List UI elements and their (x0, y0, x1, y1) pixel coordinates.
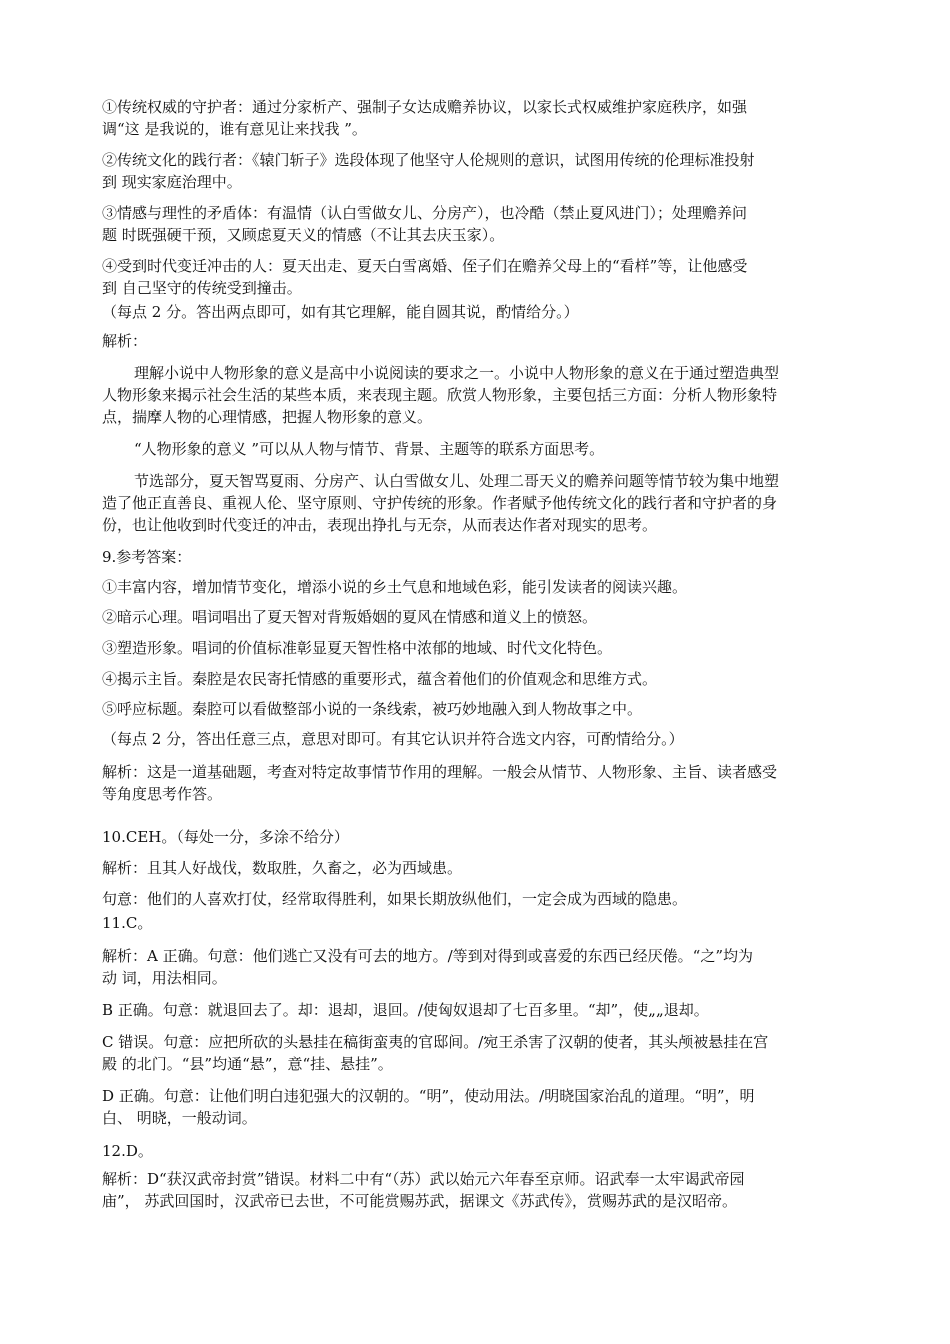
question-heading: 10.CEH。（每处一分，多涂不给分） (102, 828, 349, 846)
answer-point: ③塑造形象。唱词的价值标准彰显夏天智性格中浓郁的地域、时代文化特色。 (102, 639, 613, 657)
analysis-label: 解析： (102, 332, 148, 350)
analysis-paragraph: 解析：A 正确。句意：他们逃亡又没有可去的地方。/等到对得到或喜爱的东西已经厌倦。“之”均为 动 词，用法相同。 (102, 947, 753, 987)
option-analysis: B 正确。句意：就退回去了。却：退却，退回。/使匈奴退却了七百多里。“却”，使„„退却。 (102, 1001, 709, 1019)
answer-point-2: ②传统文化的践行者：《辕门斩子》选段体现了他坚守人伦规则的意识，试图用传统的伦理标准投射 到 现实家庭治理中。 (102, 151, 755, 191)
option-analysis: C 错误。句意：应把所砍的头悬挂在稿街蛮夷的官邸间。/宛王杀害了汉朝的使者，其头颅被悬挂在宫 殿 的北门。“县”均通“悬”，意“挂、悬挂”。 (102, 1033, 769, 1073)
question-heading: 12.D。 (102, 1142, 153, 1160)
scoring-note: （每点 2 分，答出任意三点，意思对即可。有其它认识并符合选文内容，可酌情给分。） (102, 730, 684, 748)
answer-point: ①丰富内容，增加情节变化，增添小说的乡土气息和地域色彩，能引发读者的阅读兴趣。 (102, 578, 688, 596)
translation-line: 句意：他们的人喜欢打仗，经常取得胜利，如果长期放纵他们，一定会成为西域的隐患。 (102, 890, 688, 908)
analysis-paragraph: 解析：这是一道基础题，考查对特定故事情节作用的理解。一般会从情节、人物形象、主旨、读者感受 等角度思考作答。 (102, 763, 778, 803)
answer-point: ④揭示主旨。秦腔是农民寄托情感的重要形式，蕴含着他们的价值观念和思维方式。 (102, 670, 658, 688)
answer-point-3: ③情感与理性的矛盾体：有温情（认白雪做女儿、分房产），也冷酷（禁止夏风进门）；处理赡养问 题 时既强硬干预，又顾虑夏天义的情感（不让其去庆玉家）。 (102, 204, 748, 244)
question-heading: 11.C。 (102, 914, 153, 932)
analysis-paragraph: 解析：且其人好战伐，数取胜，久畜之，必为西域患。 (102, 859, 463, 877)
analysis-paragraph: 理解小说中人物形象的意义是高中小说阅读的要求之一。小说中人物形象的意义在于通过塑造典型 人物形象来揭示社会生活的某些本质，来表现主题。欣赏人物形象，主要包括三方面：分析人物形象特 点，揣摩人物的心理情感，把握人物形象的意义。 (102, 364, 780, 426)
scoring-note: （每点 2 分。答出两点即可，如有其它理解，能自圆其说，酌情给分。） (102, 303, 579, 321)
analysis-paragraph: 节选部分，夏天智骂夏雨、分房产、认白雪做女儿、处理二哥天义的赡养问题等情节较为集中地塑 造了他正直善良、重视人伦、坚守原则、守护传统的形象。作者赋予他传统文化的践行者和守护者的身 份，也让他收到时代变迁的冲击，表现出挣扎与无奈，从而表达作者对现实的思考。 (102, 472, 780, 534)
analysis-paragraph: 解析：D“获汉武帝封赏”错误。材料二中有“（苏）武以始元六年春至京师。诏武奉一太牢谒武帝园 庙”， 苏武回国时，汉武帝已去世，不可能赏赐苏武，据课文《苏武传》，赏赐苏武的是汉昭帝。 (102, 1170, 745, 1210)
answer-point-4: ④受到时代变迁冲击的人：夏天出走、夏天白雪离婚、侄子们在赡养父母上的“看样”等，让他感受 到 自己坚守的传统受到撞击。 (102, 257, 748, 297)
answer-point: ②暗示心理。唱词唱出了夏天智对背叛婚姻的夏风在情感和道义上的愤怒。 (102, 608, 598, 626)
option-analysis: D 正确。句意：让他们明白违犯强大的汉朝的。“明”，使动用法。/明晓国家治乱的道理。“明”，明 白、 明晓，一般动词。 (102, 1087, 755, 1127)
question-heading: 9.参考答案： (102, 548, 192, 566)
analysis-paragraph: “人物形象的意义 ”可以从人物与情节、背景、主题等的联系方面思考。 (134, 440, 605, 458)
answer-point-1: ①传统权威的守护者：通过分家析产、强制子女达成赡养协议，以家长式权威维护家庭秩序，如强 调“这 是我说的，谁有意见让来找我 ”。 (102, 98, 748, 138)
answer-point: ⑤呼应标题。秦腔可以看做整部小说的一条线索，被巧妙地融入到人物故事之中。 (102, 700, 643, 718)
